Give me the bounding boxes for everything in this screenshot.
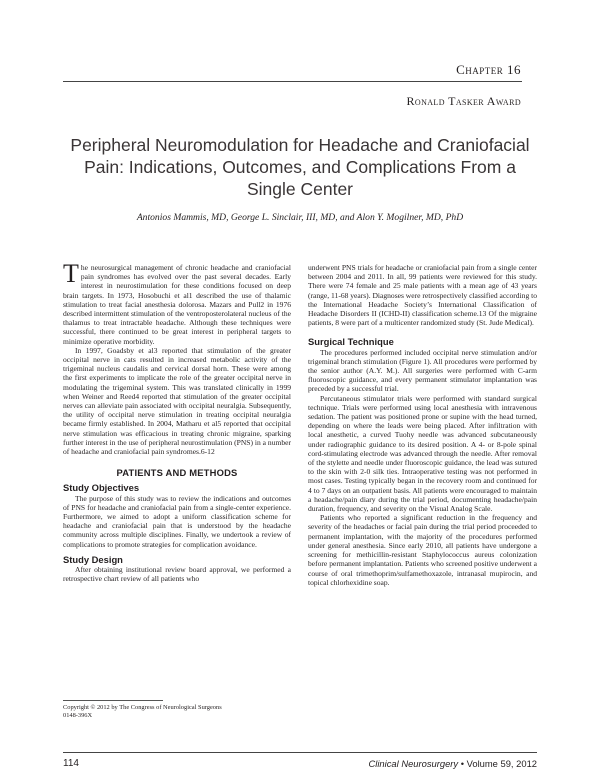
intro-paragraph-2: In 1997, Goadsby et al3 reported that stimulation of the greater occipital nerve in cats resulted in increased metabolic activity of the trigeminal nucleus caudalis and cervical dorsal horn. These were among the first experiments to implicate the role of the greater occipital nerve in modulating the trigeminal system. This was translated clinically in 1999 when Weiner and Reed4 reported that stimulation of the greater occipital nerves can alleviate pain associated with occipital neuralgia. Subsequently, the utility of occipital nerve stimulation in treating occipital neuralgia became firmly established. In 2004, Matharu et al5 reported that occipital nerve stimulation was efficacious in treating chronic migraine, sparking further interest in the use of peripheral neurostimulation (PNS) in a number of headache and craniofacial pain syndromes.6-12 bbox=[63, 345, 291, 457]
intro-paragraph-1-text: he neurosurgical management of chronic headache and craniofacial pain syndromes has evolved over the past several decades. Early interest in neurostimulation for these conditions focused on deep brain targets. In 1973, Hosobuchi et al1 described the use of thalamic stimulation to treat facial anesthesia dolorosa. Mazars and Pull2 in 1976 described intermittent stimulation of the ventroposterolateral nucleus of the thalamus to treat intractable headache. Although these techniques were successful, there continued to be great interest in peripheral targets to minimize operative morbidity. bbox=[63, 263, 291, 346]
copyright-notice bbox=[63, 704, 222, 720]
drop-cap: T bbox=[63, 259, 79, 288]
left-column bbox=[63, 259, 291, 584]
journal-separator: • bbox=[458, 758, 467, 769]
right-column bbox=[308, 263, 537, 587]
article-authors: Antonios Mammis, MD, George L. Sinclair, III, MD, and Alon Y. Mogilner, MD, PhD bbox=[136, 212, 464, 223]
copyright-line: Copyright © 2012 by The Congress of Neurological Surgeons bbox=[63, 704, 222, 711]
chapter-label: Chapter 16 bbox=[456, 62, 521, 77]
issn-line: 0148-396X bbox=[63, 712, 93, 719]
surgical-paragraph-3: Patients who reported a significant reduction in the frequency and severity of the headaches or facial pain during the trial period proceeded to permanent implantation, with the majority of the procedures performed under general anesthesia. Since early 2010, all patients have undergone a screening for methicillin-resistant Staphylococcus aureus colonization before permanent implantation. Patients who screened positive underwent a course of oral trimethoprim/sulfamethoxazole, intranasal mupirocin, and topical chlorhexidine soap. bbox=[308, 513, 537, 587]
header-rule bbox=[63, 81, 522, 82]
award-label: Ronald Tasker Award bbox=[406, 94, 521, 108]
design-paragraph: After obtaining institutional review board approval, we performed a retrospective chart review of all patients who bbox=[63, 565, 291, 584]
surgical-paragraph-2: Percutaneous stimulator trials were performed with standard surgical technique. Trials were performed using local anesthesia with intravenous sedation. The patient was positioned prone or supine with the head turned, depending on where the leads were being placed. After infiltration with local anesthetic, a curved Tuohy needle was advanced subcutaneously under radiographic guidance to its desired position. A 4- or 8-pole spinal cord-stimulating electrode was advanced through the needle. After removal of the stylette and needle under fluoroscopic guidance, the lead was sutured to the skin with 2-0 silk ties. Intraoperative testing was not performed in most cases. Testing typically began in the recovery room and continued for 4 to 7 days on an outpatient basis. All patients were encouraged to maintain a headache/pain diary during the trial period, documenting headache/pain duration, frequency, and severity on the Visual Analog Scale. bbox=[308, 393, 537, 514]
surgical-paragraph-1: The procedures performed included occipital nerve stimulation and/or trigeminal branch stimulation (Figure 1). All procedures were performed by the senior author (A.Y. M.). All surgeries were performed with C-arm fluoroscopic guidance, and every permanent stimulator implantation was preceded by a successful trial. bbox=[308, 347, 537, 394]
footnote-rule bbox=[63, 700, 163, 701]
objectives-paragraph: The purpose of this study was to review the indications and outcomes of PNS for headache and craniofacial pain from a single-center experience. Furthermore, we aimed to adopt a uniform classification scheme for headache and craniofacial pain that is understood by the headache community across multiple disciplines. Finally, we undertook a review of complications to promote strategies for complication avoidance. bbox=[63, 493, 291, 549]
footer-rule bbox=[63, 752, 537, 753]
journal-name: Clinical Neurosurgery bbox=[368, 758, 459, 769]
page-number: 114 bbox=[63, 758, 79, 769]
article-title: Peripheral Neuromodulation for Headache and Craniofacial Pain: Indications, Outcomes, and Complications From a Single Center bbox=[70, 135, 530, 199]
journal-volume: Volume 59, 2012 bbox=[466, 758, 537, 769]
subheading-surgical-technique: Surgical Technique bbox=[308, 336, 394, 348]
subheading-study-design: Study Design bbox=[63, 553, 123, 565]
journal-citation bbox=[369, 758, 538, 769]
subheading-study-objectives: Study Objectives bbox=[63, 482, 140, 494]
section-heading-methods: PATIENTS AND METHODS bbox=[116, 467, 238, 479]
intro-paragraph-1 bbox=[63, 259, 291, 346]
design-paragraph-continued: underwent PNS trials for headache or craniofacial pain from a single center between 2004 and 2011. In all, 99 patients were reviewed for this study. There were 74 female and 25 male patients with a mean age of 43 years (range, 11-68 years). Diagnoses were retrospectively classified according to the International Headache Society’s International Classification of Headache Disorders II (ICHD-II) classification scheme.13 Of the migraine patients, 8 were part of a multicenter randomized study (St. Jude Medical). bbox=[308, 263, 537, 328]
